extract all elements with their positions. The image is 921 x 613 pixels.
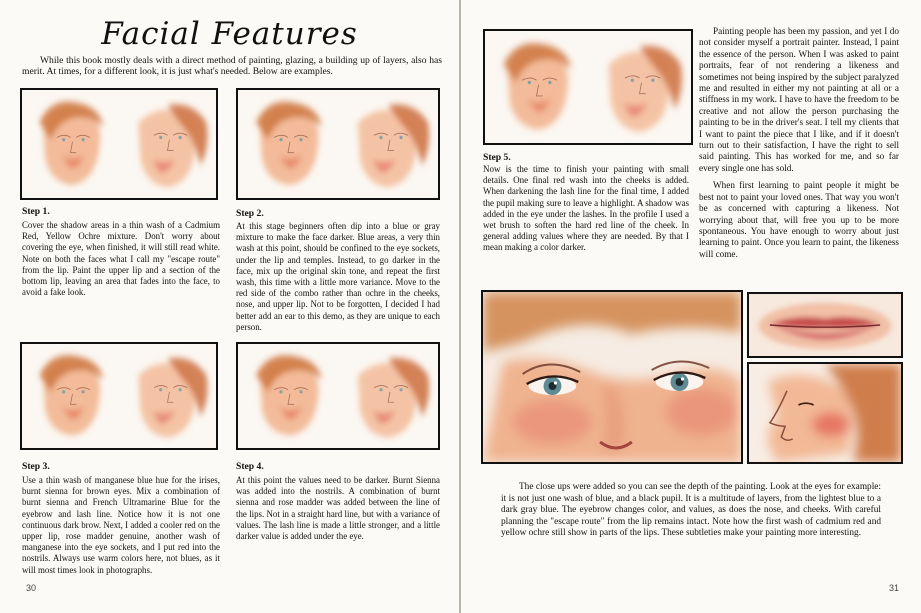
page-number-left: 30 (26, 583, 37, 593)
profile-closeup-painting (747, 362, 903, 464)
step5-text: Now is the time to finish your painting with small details. One final red wash into the cheeks is added. When darkening the lash line for the final time, I added the pupil making sure to leave a highlight. A shadow was added in the eye under the lashes. In the profile I used a wet brush to soften the hard red line of the cheek. In general adding values where they are needed. By that I mean making a color darker. (483, 164, 689, 253)
step1-heading: Step 1. (22, 206, 50, 217)
step4-painting (236, 342, 440, 450)
column-paragraph: Painting people has been my passion, and yet I do not consider myself a portrait painter. Instead, I paint the essence of the person. When I was asked to paint portraits, fear of not rendering a likeness and sometimes not being inspired by the subject paralyzed me and resulted in either my not painting at all or a stiffness in my work. I have to have the freedom to be creative and not allow the person purchasing the painting to be in the driver's seat. I tell my clients that I want to paint the piece that I like, and if it doesn't turn out to their satisfaction, I have the right to sell said painting. This has worked for me, and so far every single one has sold. (699, 26, 899, 173)
page-title: Facial Features (101, 16, 358, 52)
step1-painting (20, 88, 218, 200)
step2-painting (236, 88, 440, 200)
eyes-closeup-painting (481, 290, 743, 464)
step2-heading: Step 2. (236, 208, 264, 219)
left-page (0, 0, 459, 613)
step4-text: At this point the values need to be darker. Burnt Sienna was added into the nostrils. A combination of burnt sienna and rose madder was added between the line of the lips. Not in a straight hard line, but with a variance of values. The lash line is made a little stronger, and a little darker value is added under the eye. (236, 475, 440, 542)
intro-paragraph: While this book mostly deals with a direct method of painting, glazing, a building up of layers, also has merit. At times, for a different look, it is just what's needed. Below are examples. (22, 55, 442, 78)
step3-text: Use a thin wash of manganese blue hue for the irises, burnt sienna for brown eyes. Mix a combination of burnt sienna and French Ultramarine Blue for the eyebrow and lash line. Notice how it is not one continuous dark brow. Next, I added a cooler red on the upper lip, rose madder genuine, another wash of manganese into the eye sockets, and I put red into the nostrils. Always use warm colors here, not blues, as it will most times look in photographs. (22, 475, 220, 575)
page-number-right: 31 (889, 583, 900, 593)
step1-text: Cover the shadow areas in a thin wash of a Cadmium Red, Yellow Ochre mixture. Don't worry about covering the eye, when finished, it will still read white. Note on both the faces what I call my "escape route" from the lip. Paint the upper lip and a section of the bottom lip, leaving an area that fades into the face, to avoid a fake look. (22, 220, 220, 298)
lips-closeup-painting (747, 292, 903, 358)
right-column-text (699, 26, 899, 266)
step2-text: At this stage beginners often dip into a blue or gray mixture to make the face darker. Blue areas, a very thin wash at this point, should be confined to the eye sockets, under the lip and temples. Instead, to go darker in the face, mix up the original skin tone, and repeat the first wash, this time with a little more variance. Move to the red side of the combo rather than ochre in the cheeks, nose, and upper lip. Not to be forgotten, I decided I had better add an ear to this demo, as they are unique to each person. (236, 221, 440, 332)
step5-heading: Step 5. (483, 152, 511, 163)
step3-painting (20, 342, 218, 450)
step4-heading: Step 4. (236, 461, 264, 472)
right-page (461, 0, 921, 613)
closeup-caption: The close ups were added so you can see the depth of the painting. Look at the eyes for example: it is not just one wash of blue, and a black pupil. It is a multitude of layers, from the lightest blue to a dark gray blue. The eyebrow changes color, and values, as does the nose, and cheeks. With careful planning the "escape route" from the lip remains intact. Note how the first wash of cadmium red and yellow ochre still show in parts of the lips. These subtleties make your painting more interesting. (501, 482, 881, 539)
step3-heading: Step 3. (22, 461, 50, 472)
step5-painting (483, 29, 693, 145)
column-paragraph: When first learning to paint people it might be best not to paint your loved ones. That way you won't be as concerned with capturing a likeness. Not worrying about that, will free you up to be more spontaneous. You have enough to worry about just learning to paint. Once you learn to paint, the likeness will come. (699, 180, 899, 259)
